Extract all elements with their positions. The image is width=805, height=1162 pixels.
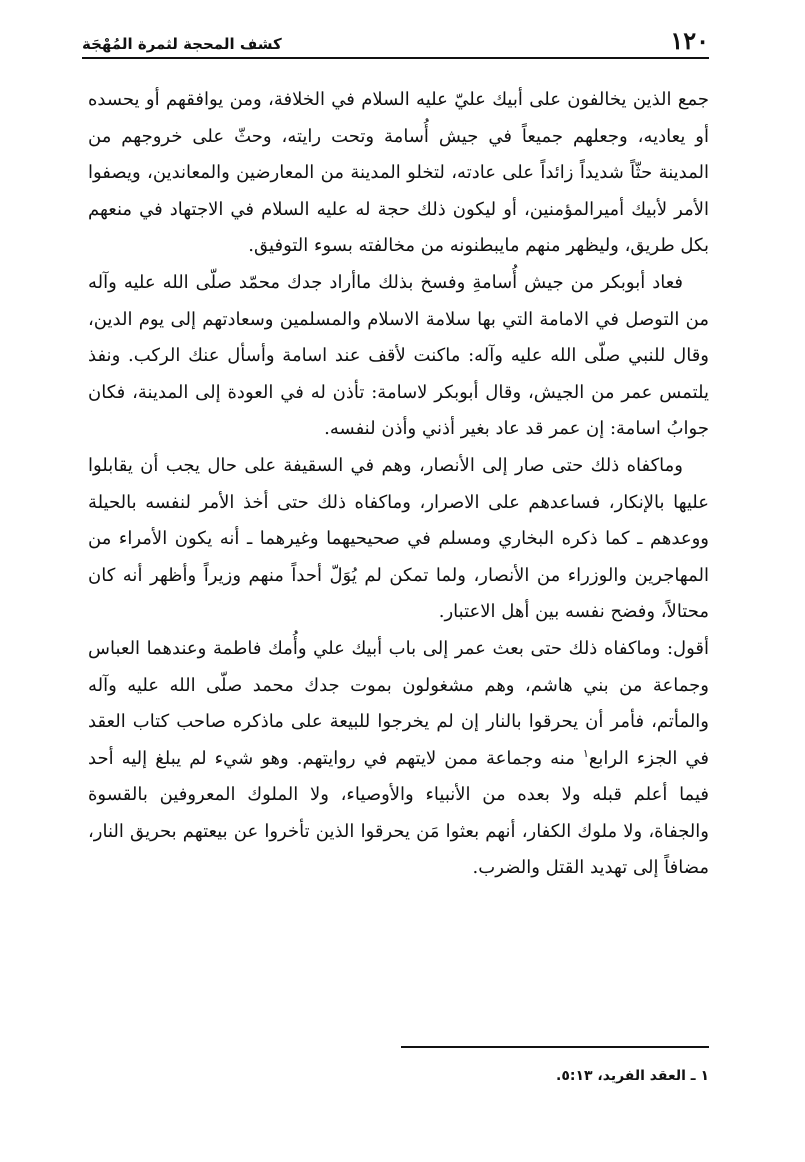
paragraph-1: جمع الذين يخالفون على أبيك عليّ عليه السلام في الخلافة، ومن يوافقهم أو يحسده أو يعاديه، وجعلهم جميعاً في جيش أُسامة وتحت رايته، وحثّ على خروجهم من المدينة حثّاً شديداً زائداً على عادته، لتخلو المدينة من المعارضين والمعاندين، ويصفوا الأمر لأبيك أميرالمؤمنين، أو ليكون ذلك حجة له عليه السلام في الاجتهاد في منعهم بكل طريق، وليظهر منهم مايبطنونه من مخالفته بسوء التوفيق. xyxy=(88,89,709,257)
header-rule xyxy=(82,57,709,59)
paragraph-4-text-after: منه وجماعة ممن لايتهم في روايتهم. وهو شيء لم يبلغ إليه أحد فيما أعلم قبله ولا بعده من الأنبياء والأوصياء، ولا الملوك المعروفين بالقسوة والجفاة، ولا ملوك الكفار، أنهم بعثوا مَن يحرقوا الذين تأخروا عن بيعتهم بحريق النار، مضافاً إلى تهديد القتل والضرب. xyxy=(88,747,709,879)
page-number: ١٢٠ xyxy=(670,26,709,55)
footnote: ١ ـ العقد الفريد، ٥:١٣. xyxy=(555,1068,709,1084)
paragraph-3: وماكفاه ذلك حتى صار إلى الأنصار، وهم في السقيفة على حال يجب أن يقابلوا عليها بالإنكار، فساعدهم على الاصرار، وماكفاه ذلك حتى أخذ الأمر لنفسه بالحيلة ووعدهم ـ كما ذكره البخاري ومسلم في صحيحيهما وغيرهما ـ أنه يكون الأمراء من المهاجرين والوزراء من الأنصار، ولما تمكن لم يُوَلّ أحداً منهم وزيراً وأظهر أنه كان محتالاً، وفضح نفسه بين أهل الاعتبار. xyxy=(88,454,709,623)
paragraph-4-text-before: أقول: وماكفاه ذلك حتى بعث عمر إلى باب أبيك علي وأُمك فاطمة وعندهما العباس وجماعة من بني هاشم، وهم مشغولون بموت جدك محمد صلّى الله عليه وآله والمأتم، فأمر أن يحرقوا بالنار إن لم يخرجوا للبيعة على ماذكره صاحب كتاب العقد في الجزء الرابع xyxy=(88,637,709,769)
running-title: كشف المحجة لثمرة المُهْجَة xyxy=(82,35,282,53)
body-text xyxy=(88,82,709,887)
paragraph-4 xyxy=(88,631,709,887)
page-header xyxy=(82,24,709,54)
footnote-rule xyxy=(401,1046,709,1048)
paragraph-2: فعاد أبوبكر من جيش أُسامةِ وفسخ بذلك ماأراد جدك محمّد صلّى الله عليه وآله من التوصل في الامامة التي بها سلامة الاسلام والمسلمين وسعادتهم إلى يوم الدين، وقال للنبي صلّى الله عليه وآله: ماكنت لأقف عند اسامة وأسأل عنك الركب. ونفذ يلتمس عمر من الجيش، وقال أبوبكر لاسامة: تأذن له في العودة إلى المدينة، فكان جوابُ اسامة: إن عمر قد عاد بغير أذني وأذن لنفسه. xyxy=(88,271,709,440)
footnote-reference: ١ xyxy=(582,746,589,760)
